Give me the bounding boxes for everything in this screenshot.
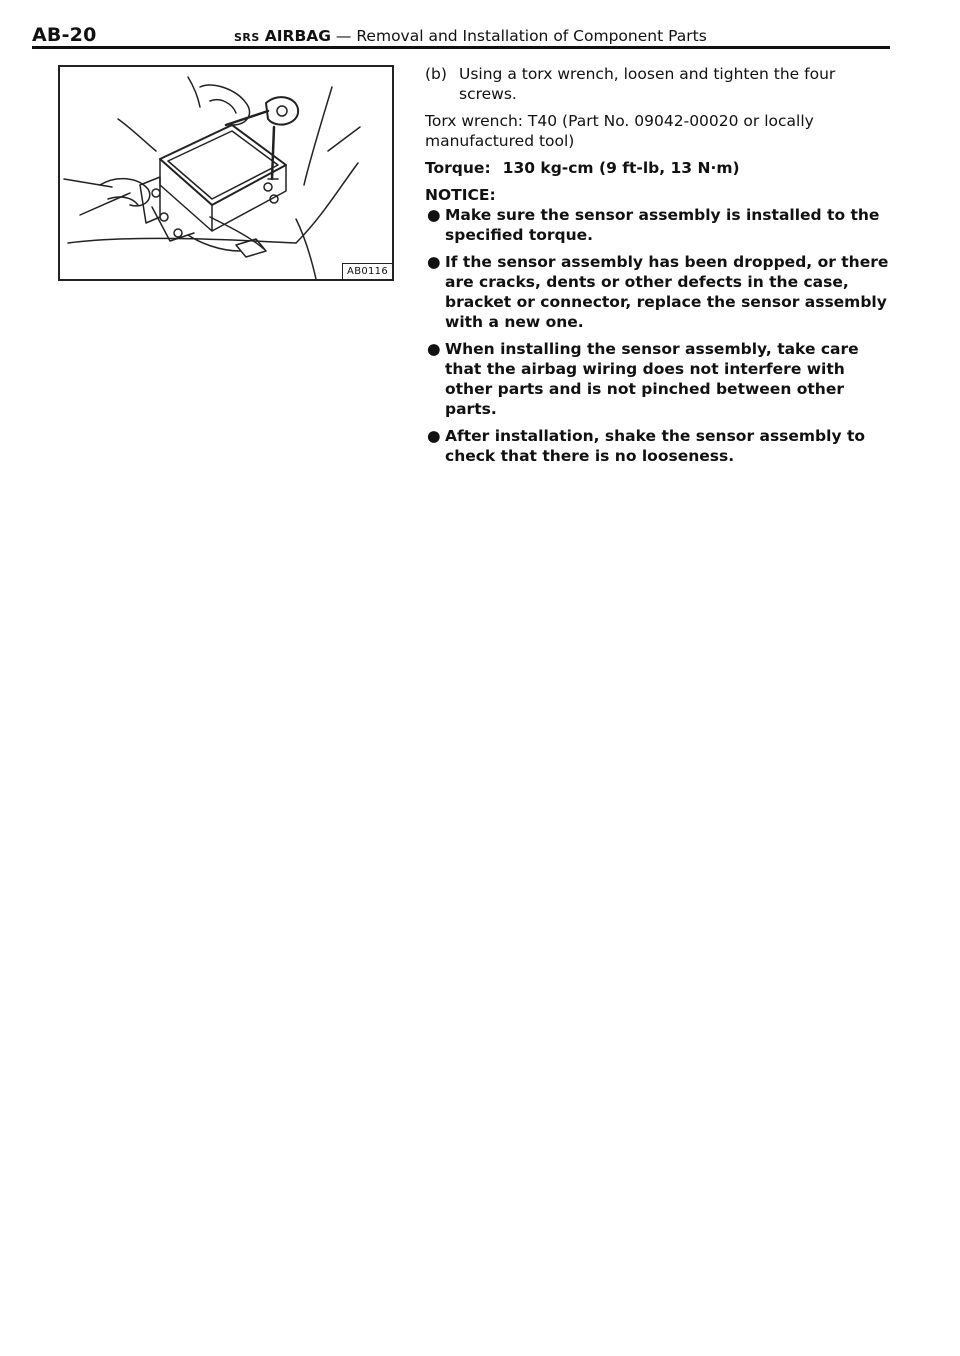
notice-item <box>425 339 893 419</box>
bullet: ● <box>427 253 441 271</box>
section-title <box>234 27 707 45</box>
torque-label: Torque: <box>425 159 491 177</box>
notice-item <box>425 252 893 332</box>
page-header <box>32 22 890 48</box>
header-rule <box>32 46 890 49</box>
page-code: AB-20 <box>32 24 97 46</box>
bullet: ● <box>427 340 441 358</box>
notice-item <box>425 205 893 245</box>
notice-item <box>425 426 893 466</box>
notice-title: NOTICE: <box>425 186 496 204</box>
bullet: ● <box>427 427 441 445</box>
notice-item-text: When installing the sensor assembly, take care that the airbag wiring does not interfere with other parts and is not pinched between other parts. <box>445 340 859 418</box>
tool-spec: Torx wrench: T40 (Part No. 09042-00020 or locally manufactured tool) <box>425 112 814 150</box>
step-label: (b) <box>425 65 447 83</box>
torque-value: 130 kg-cm (9 ft-lb, 13 N·m) <box>502 159 740 177</box>
notice-item-text: After installation, shake the sensor assembly to check that there is no looseness. <box>445 427 866 465</box>
notice-item-text: If the sensor assembly has been dropped, or there are cracks, dents or other defects in the case, bracket or connector, replace the sensor assembly with a new one. <box>445 253 889 331</box>
step-text: Using a torx wrench, loosen and tighten the four screws. <box>459 65 836 103</box>
notice-item-text: Make sure the sensor assembly is installed to the specified torque. <box>445 206 880 244</box>
procedure-content <box>425 64 893 473</box>
section-title-rest: — Removal and Installation of Component Parts <box>331 27 707 45</box>
srs-label: SRS <box>234 31 260 44</box>
notice-list <box>425 205 893 466</box>
torx-wrench-illustration <box>60 67 392 279</box>
bullet: ● <box>427 206 441 224</box>
torque-spec <box>425 158 893 178</box>
sensor-installation-illustration <box>58 65 394 281</box>
airbag-label: AIRBAG <box>264 27 331 45</box>
step-b <box>425 64 893 104</box>
figure-id: AB0116 <box>342 263 392 279</box>
